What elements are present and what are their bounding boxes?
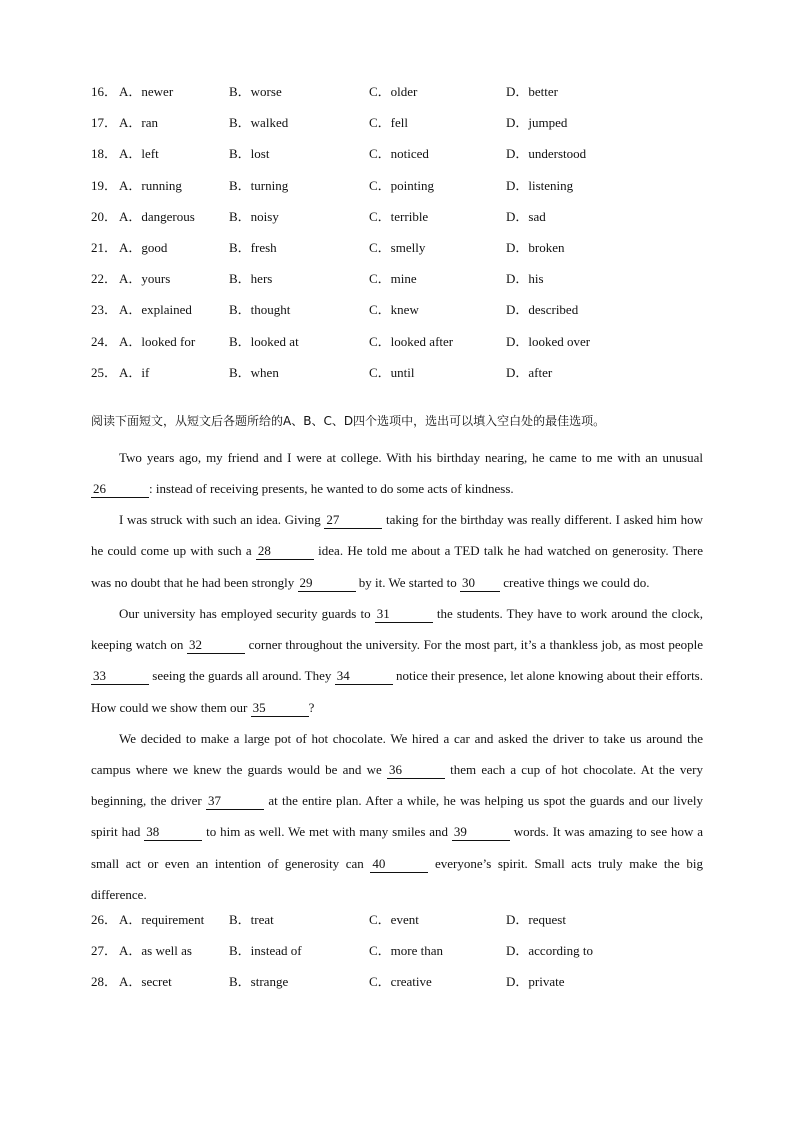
reading-instruction: 阅读下面短文，从短文后各题所给的A、B、C、D四个选项中，选出可以填入空白处的最佳选项。 — [91, 413, 606, 428]
blank-38: 38 — [144, 824, 202, 841]
option-a: A．newer — [119, 84, 174, 99]
option-c: C．smelly — [369, 239, 426, 255]
passage-paragraph-1 — [91, 442, 703, 504]
option-a: A．yours — [119, 271, 171, 287]
passage-paragraph-4 — [91, 723, 703, 910]
option-c: C．looked after — [369, 333, 454, 349]
passage-text: I was struck with such an idea. Giving — [119, 512, 325, 528]
question-row-27 — [91, 941, 703, 972]
passage-text: taking for the birthday was really different. I asked him how he could come up with such a — [91, 512, 703, 559]
options-block-26-28 — [91, 910, 703, 1004]
passage-text: Two years ago, my friend and I were at college. With his birthday nearing, he came to me with an unusual — [119, 449, 703, 465]
options-block-16-25 — [91, 82, 703, 394]
option-a: A．looked for — [119, 333, 196, 349]
option-c: C．creative — [369, 974, 432, 990]
blank-29: 29 — [298, 575, 356, 592]
passage-text: creative things we could do. — [500, 574, 650, 590]
option-b: B．noisy — [229, 208, 279, 224]
question-number: 28． — [91, 974, 118, 990]
option-c: C．until — [369, 364, 415, 380]
blank-34: 34 — [335, 668, 393, 685]
blank-26: 26 — [91, 481, 149, 498]
blank-37: 37 — [206, 793, 264, 810]
option-b: B．walked — [229, 115, 289, 131]
passage-text: everyone’s spirit. Small acts truly make the big difference. — [91, 855, 703, 902]
question-number: 23． — [91, 302, 118, 318]
option-c: C．pointing — [369, 177, 435, 193]
option-b: B．fresh — [229, 239, 277, 255]
option-a: A．left — [119, 146, 159, 162]
option-d: D．private — [506, 974, 565, 990]
option-a: A．secret — [119, 974, 172, 990]
question-row-20 — [91, 207, 703, 238]
option-c: C．mine — [369, 271, 417, 287]
passage-text: notice their presence, let alone knowing about their efforts. How could we show them our — [91, 668, 703, 715]
blank-30: 30 — [460, 575, 500, 592]
question-number: 20． — [91, 208, 118, 224]
passage-text: ? — [308, 699, 315, 715]
option-a: A．explained — [119, 302, 192, 318]
option-d: D．his — [506, 271, 544, 287]
question-number: 26． — [91, 911, 118, 927]
blank-35: 35 — [251, 700, 309, 717]
option-b: B．thought — [229, 302, 291, 318]
passage-paragraph-2 — [91, 504, 703, 598]
option-d: D．described — [506, 302, 579, 318]
option-c: C．knew — [369, 302, 419, 318]
option-b: B．turning — [229, 177, 289, 193]
question-row-16 — [91, 82, 703, 113]
question-number: 17． — [91, 115, 118, 131]
question-row-25 — [91, 363, 703, 394]
option-d: D．after — [506, 364, 553, 380]
passage-text: : instead of receiving presents, he wanted to do some acts of kindness. — [149, 481, 514, 497]
option-b: B．when — [229, 364, 279, 380]
question-row-19 — [91, 176, 703, 207]
passage-text: Our university has employed security guards to — [119, 605, 375, 621]
question-number: 16． — [91, 84, 118, 99]
option-c: C．fell — [369, 115, 408, 131]
option-c: C．more than — [369, 943, 444, 959]
passage-text: words. It was amazing to see how a small act or even an intention of generosity can — [91, 824, 704, 871]
passage-text: at the entire plan. After a while, he was helping us spot the guards and our lively spirit had — [91, 793, 703, 840]
passage-text: We decided to make a large pot of hot chocolate. We hired a car and asked the driver to take us around the campus where we knew the guards would be and we — [91, 730, 703, 777]
cloze-passage — [91, 442, 703, 910]
option-c: C．noticed — [369, 146, 429, 162]
passage-text: the students. They have to work around the clock, keeping watch on — [91, 605, 703, 653]
option-b: B．instead of — [229, 943, 302, 959]
option-a: A．if — [119, 364, 150, 380]
option-b: B．strange — [229, 974, 289, 990]
question-row-23 — [91, 300, 703, 331]
question-row-26 — [91, 910, 703, 941]
blank-28: 28 — [256, 543, 314, 560]
option-b: B．looked at — [229, 333, 299, 349]
blank-33: 33 — [91, 668, 149, 685]
option-b: B．hers — [229, 271, 273, 287]
question-number: 21． — [91, 239, 118, 255]
option-b: B．lost — [229, 146, 270, 162]
question-row-28 — [91, 972, 703, 1003]
passage-text: corner throughout the university. For the most part, it’s a thankless job, as most people — [245, 637, 703, 653]
blank-36: 36 — [387, 762, 445, 779]
option-a: A．requirement — [119, 911, 205, 927]
question-row-22 — [91, 269, 703, 300]
option-d: D．broken — [506, 239, 565, 255]
option-a: A．ran — [119, 115, 158, 131]
passage-paragraph-3 — [91, 598, 703, 723]
option-d: D．looked over — [506, 333, 591, 349]
passage-text: idea. He told me about a TED talk he had watched on generosity. There was no doubt that he had been strongly — [91, 543, 703, 590]
passage-text: to him as well. We met with many smiles and — [202, 824, 452, 840]
passage-text: seeing the guards all around. They — [149, 668, 335, 684]
blank-31: 31 — [375, 606, 433, 623]
option-a: A．as well as — [119, 943, 192, 959]
worksheet-page — [91, 82, 703, 1003]
option-b: B．worse — [229, 84, 282, 99]
question-row-24 — [91, 332, 703, 363]
option-d: D．listening — [506, 177, 574, 193]
question-number: 24． — [91, 333, 118, 349]
option-a: A．good — [119, 239, 168, 255]
question-number: 25． — [91, 364, 118, 380]
option-d: D．according to — [506, 943, 594, 959]
blank-27: 27 — [324, 512, 382, 529]
option-a: A．running — [119, 177, 182, 193]
question-number: 19． — [91, 177, 118, 193]
option-d: D．request — [506, 911, 566, 927]
option-d: D．better — [506, 84, 558, 99]
option-d: D．sad — [506, 208, 546, 224]
question-row-17 — [91, 113, 703, 144]
passage-text: by it. We started to — [355, 574, 461, 590]
option-c: C．terrible — [369, 208, 429, 224]
question-row-21 — [91, 238, 703, 269]
option-b: B．treat — [229, 911, 274, 927]
passage-text: them each a cup of hot chocolate. At the very beginning, the driver — [91, 761, 703, 809]
option-d: D．understood — [506, 146, 587, 162]
blank-40: 40 — [370, 856, 428, 873]
option-c: C．event — [369, 911, 419, 927]
question-number: 22． — [91, 271, 118, 287]
question-row-18 — [91, 144, 703, 175]
blank-39: 39 — [452, 824, 510, 841]
blank-32: 32 — [187, 637, 245, 654]
option-c: C．older — [369, 84, 418, 99]
question-number: 18． — [91, 146, 118, 162]
option-a: A．dangerous — [119, 208, 195, 224]
option-d: D．jumped — [506, 115, 568, 131]
question-number: 27． — [91, 943, 118, 959]
